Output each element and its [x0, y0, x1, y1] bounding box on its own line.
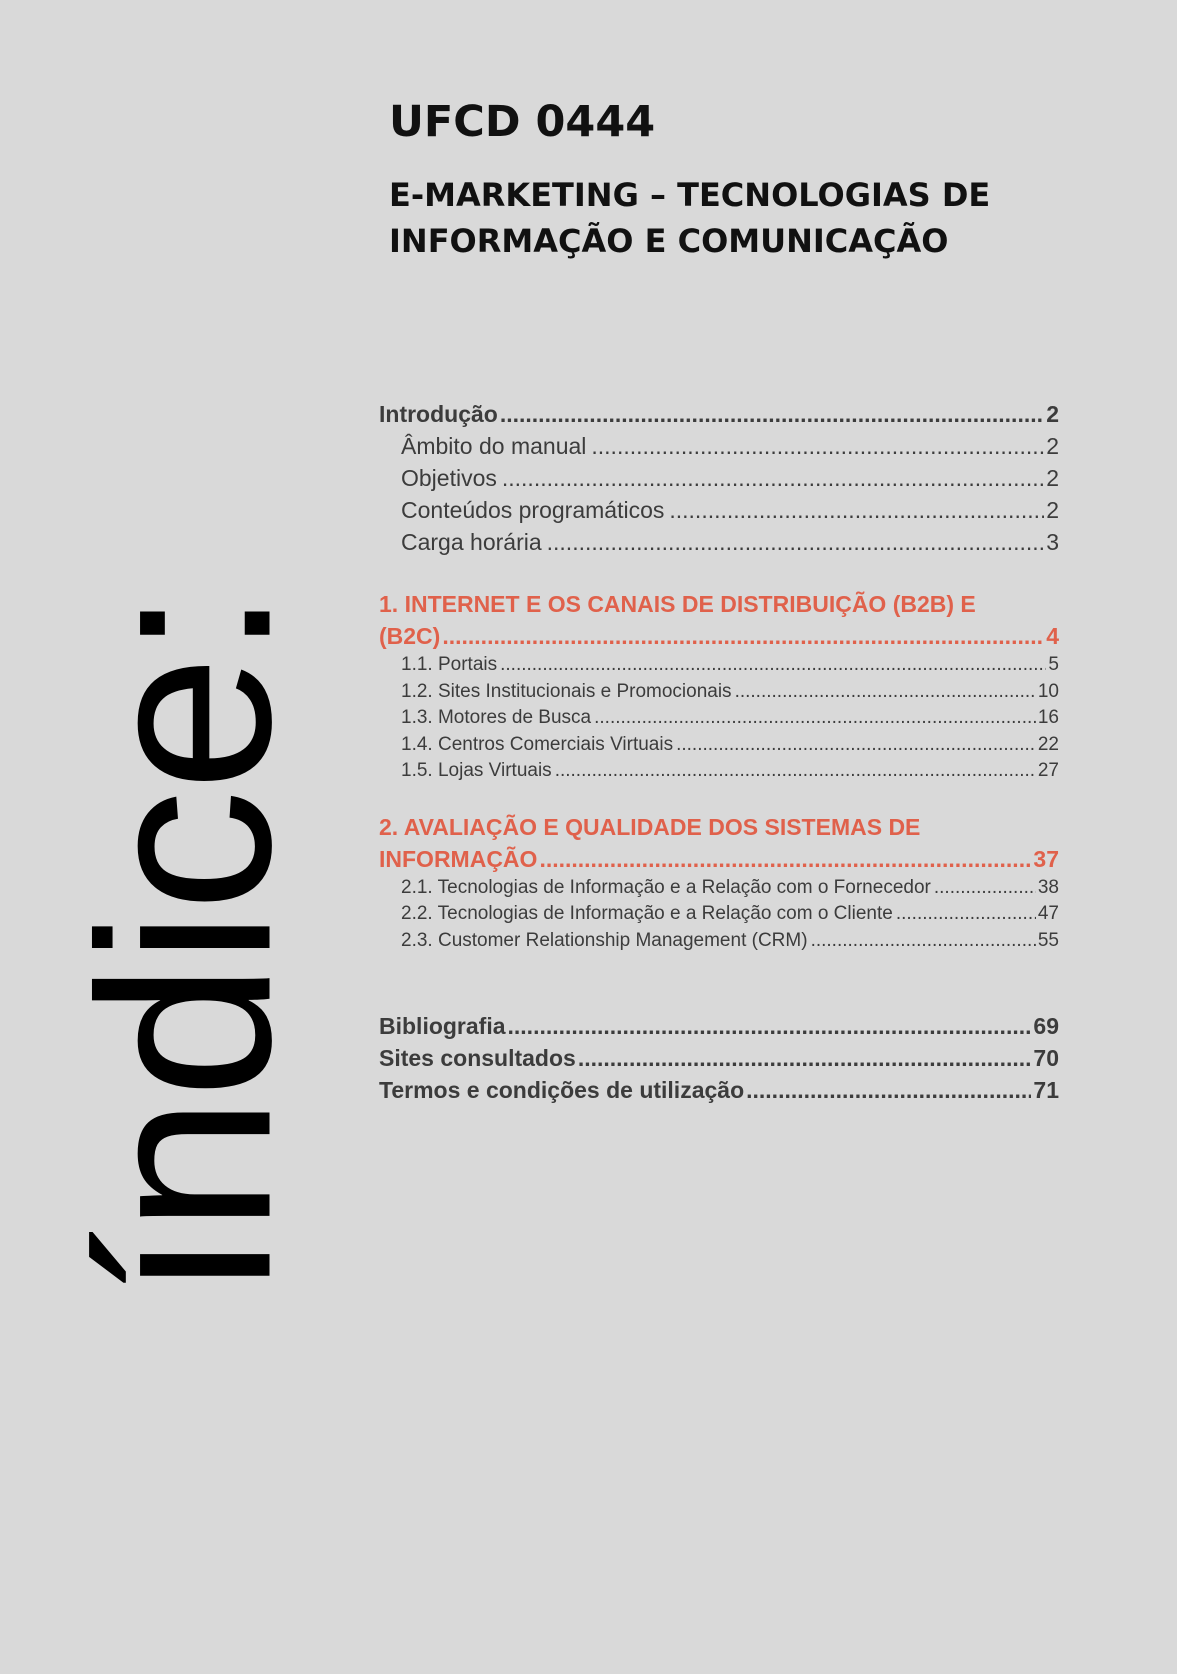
- toc-entry-page: 2: [1046, 497, 1059, 523]
- toc-chapter-title-line: 1. INTERNET E OS CANAIS DE DISTRIBUIÇÃO (B2B) E: [379, 591, 976, 617]
- toc-leader-dots: [591, 430, 1044, 462]
- toc-entry-page: 37: [1033, 845, 1059, 872]
- toc-leader-dots: [896, 901, 1036, 928]
- toc-chapter-title-line: INFORMAÇÃO: [379, 845, 538, 872]
- toc-entry-label: Carga horária: [401, 529, 542, 555]
- toc-entry-page: 2: [1046, 401, 1059, 427]
- toc-leader-dots: [500, 652, 1046, 679]
- document-header: [389, 92, 1089, 264]
- toc-entry-label: 1.3. Motores de Busca: [401, 707, 592, 728]
- toc-entry-page: 69: [1033, 1013, 1059, 1039]
- toc-leader-dots: [669, 494, 1044, 526]
- toc-entry-page: 55: [1037, 929, 1059, 951]
- toc-leader-dots: [811, 928, 1036, 955]
- toc-entry-carga-horaria[interactable]: [379, 526, 1059, 558]
- toc-chapter-title-line: 2. AVALIAÇÃO E QUALIDADE DOS SISTEMAS DE: [379, 813, 921, 840]
- toc-entry-label: 2.3. Customer Relationship Management (CRM): [401, 929, 808, 951]
- toc-entry-sites-consultados[interactable]: [379, 1042, 1059, 1074]
- toc-chapter-2[interactable]: [379, 811, 1059, 875]
- toc-leader-dots: [508, 1010, 1032, 1042]
- toc-entry-page: 2: [1046, 465, 1059, 491]
- toc-entry-bibliografia[interactable]: [379, 1010, 1059, 1042]
- toc-entry-label: Objetivos: [401, 465, 497, 491]
- toc-leader-dots: [594, 705, 1036, 732]
- toc-entry-page: 47: [1037, 903, 1059, 924]
- toc-entry-1-4[interactable]: [379, 732, 1059, 759]
- toc-entry-page: 27: [1037, 760, 1059, 781]
- toc-entry-page: 10: [1037, 680, 1059, 702]
- toc-entry-label: Âmbito do manual: [401, 433, 587, 459]
- toc-entry-label: 1.4. Centros Comerciais Virtuais: [401, 733, 674, 755]
- index-side-title: índice:: [47, 591, 322, 1299]
- toc-entry-label: 2.1. Tecnologias de Informação e a Relação com o Fornecedor: [401, 876, 931, 898]
- toc-entry-2-2[interactable]: [379, 901, 1059, 928]
- toc-entry-termos[interactable]: [379, 1074, 1059, 1106]
- toc-entry-page: 22: [1037, 733, 1059, 755]
- toc-entry-1-1[interactable]: [379, 652, 1059, 679]
- toc-entry-ambito[interactable]: [379, 430, 1059, 462]
- toc-entry-1-5[interactable]: [379, 758, 1059, 785]
- toc-leader-dots: [442, 620, 1044, 652]
- toc-leader-dots: [502, 462, 1044, 494]
- toc-entry-1-3[interactable]: [379, 705, 1059, 732]
- toc-entry-label: 1.1. Portais: [401, 654, 498, 675]
- toc-leader-dots: [555, 758, 1036, 785]
- toc-entry-label: 1.5. Lojas Virtuais: [401, 760, 552, 781]
- toc-entry-introducao[interactable]: [379, 398, 1059, 430]
- toc-entry-label: Bibliografia: [379, 1013, 506, 1039]
- toc-entry-2-1[interactable]: [379, 875, 1059, 902]
- table-of-contents: [379, 398, 1059, 1106]
- toc-leader-dots: [746, 1074, 1031, 1106]
- toc-entry-page: 2: [1046, 433, 1059, 459]
- toc-entry-page: 3: [1046, 529, 1059, 555]
- course-title: [389, 172, 1089, 264]
- course-title-line-2: INFORMAÇÃO E COMUNICAÇÃO: [389, 222, 949, 260]
- toc-leader-dots: [934, 875, 1036, 902]
- ufcd-code: UFCD 0444: [389, 97, 656, 147]
- toc-entry-page: 16: [1037, 707, 1059, 728]
- toc-entry-page: 70: [1033, 1045, 1059, 1071]
- toc-leader-dots: [539, 843, 1031, 875]
- course-title-line-1: E-MARKETING – TECNOLOGIAS DE: [389, 176, 991, 214]
- toc-entry-label: Sites consultados: [379, 1045, 576, 1071]
- toc-leader-dots: [676, 732, 1036, 759]
- toc-entry-conteudos[interactable]: [379, 494, 1059, 526]
- toc-entry-page: 5: [1048, 654, 1059, 675]
- toc-chapter-1[interactable]: [379, 588, 1059, 652]
- toc-entry-page: 71: [1033, 1077, 1059, 1103]
- toc-entry-page: 38: [1037, 876, 1059, 898]
- toc-entry-page: 4: [1046, 623, 1059, 649]
- toc-entry-label: Introdução: [379, 401, 498, 427]
- toc-entry-label: 1.2. Sites Institucionais e Promocionais: [401, 680, 732, 702]
- toc-entry-label: Conteúdos programáticos: [401, 497, 665, 523]
- toc-leader-dots: [578, 1042, 1032, 1074]
- toc-chapter-title-line: (B2C): [379, 623, 441, 649]
- toc-leader-dots: [547, 526, 1045, 558]
- toc-entry-2-3[interactable]: [379, 928, 1059, 955]
- toc-entry-label: Termos e condições de utilização: [379, 1077, 745, 1103]
- toc-leader-dots: [500, 398, 1044, 430]
- toc-entry-label: 2.2. Tecnologias de Informação e a Relação com o Cliente: [401, 903, 893, 924]
- toc-entry-1-2[interactable]: [379, 679, 1059, 706]
- toc-leader-dots: [735, 679, 1036, 706]
- toc-entry-objetivos[interactable]: [379, 462, 1059, 494]
